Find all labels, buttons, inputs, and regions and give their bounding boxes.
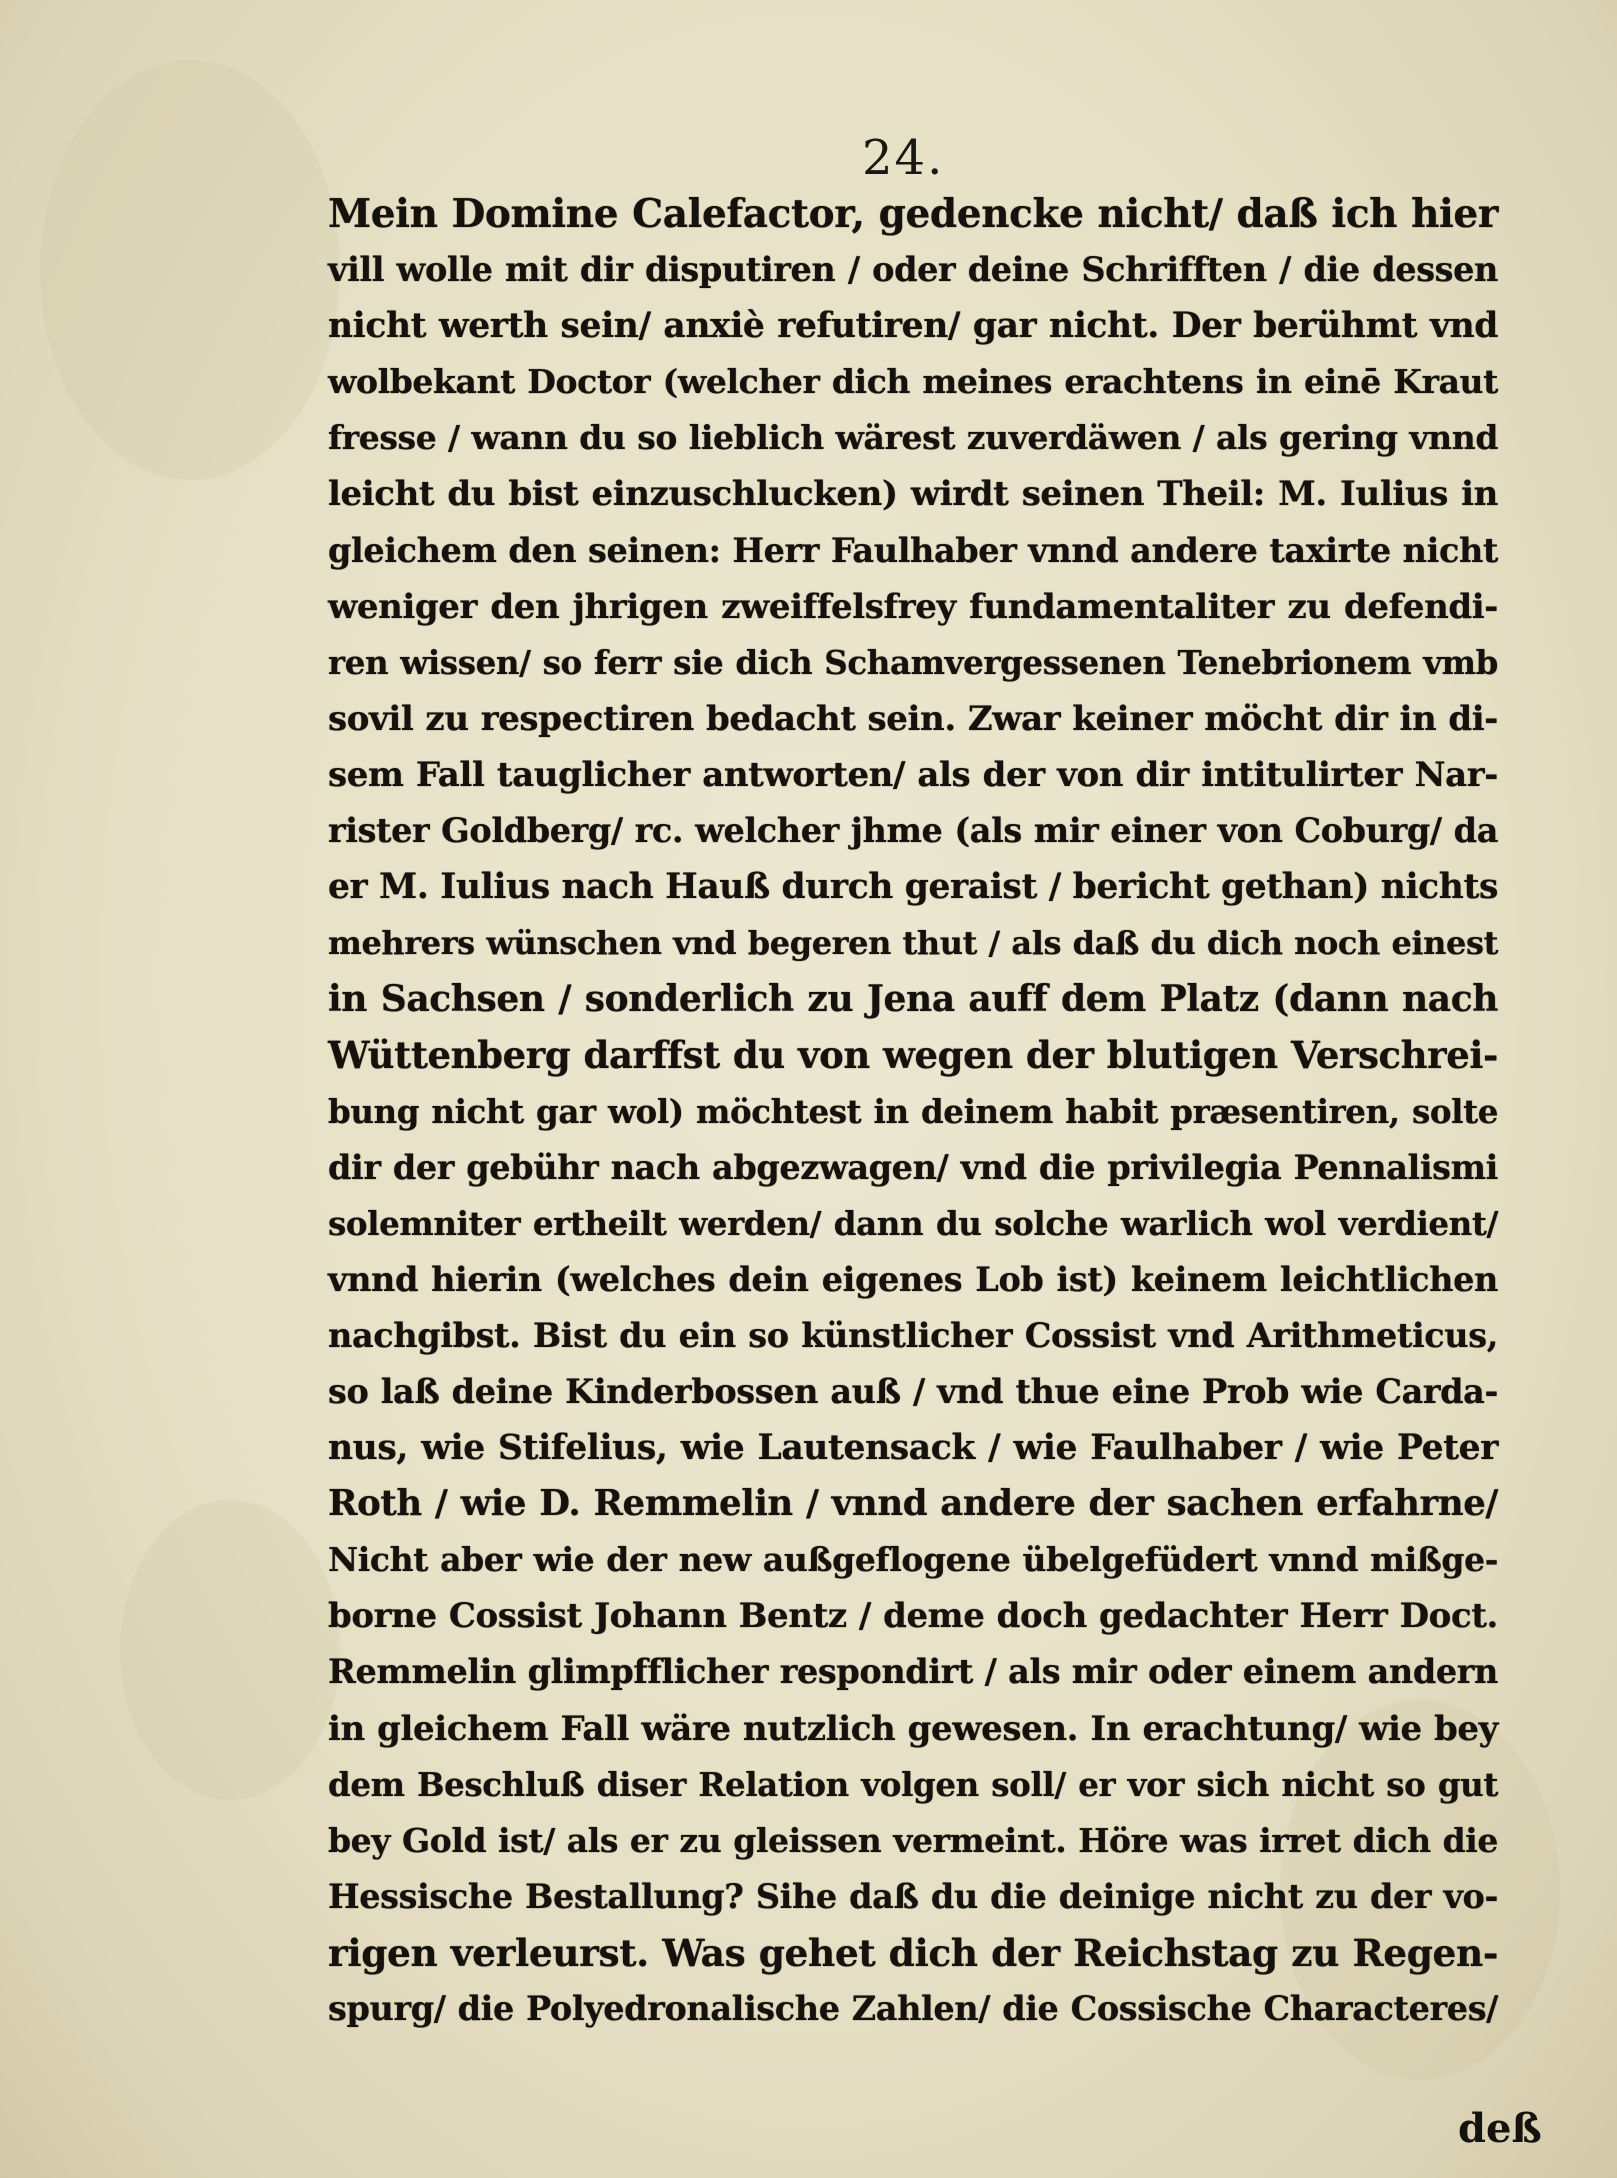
- text-line: rigen verleurst. Was gehet dich der Reichstag zu Regen-: [328, 1930, 1498, 1975]
- text-line: in Sachsen / sonderlich zu Jena auff dem Platz (dann nach: [328, 978, 1498, 1021]
- page-number: 24.: [862, 130, 945, 186]
- text-line: Nicht aber wie der new außgeflogene übelgefüdert vnnd mißge-: [328, 1540, 1498, 1580]
- text-line: er M. Iulius nach Hauß durch geraist / bericht gethan) nichts: [328, 867, 1498, 908]
- text-line: Wüttenberg darffst du von wegen der blutigen Verschrei-: [328, 1033, 1498, 1078]
- text-line: nachgibst. Bist du ein so künstlicher Cossist vnd Arithmeticus,: [328, 1315, 1498, 1355]
- text-line: wolbekant Doctor (welcher dich meines erachtens in einē Kraut: [328, 362, 1498, 402]
- text-line: dir der gebühr nach abgezwagen/ vnd die privilegia Pennalismi: [328, 1147, 1498, 1187]
- text-line: so laß deine Kinderbossen auß / vnd thue eine Prob wie Carda-: [328, 1371, 1498, 1411]
- catchword: deß: [1458, 2105, 1542, 2152]
- text-line: sem Fall tauglicher antworten/ als der von dir intitulirter Nar-: [328, 754, 1498, 795]
- text-line: leicht du bist einzuschlucken) wirdt seinen Theil: M. Iulius in: [328, 474, 1498, 515]
- text-line: mehrers wünschen vnd begeren thut / als daß du dich noch einest: [328, 924, 1498, 963]
- text-line: ren wissen/ so ferr sie dich Schamvergessenen Tenebrionem vmb: [328, 642, 1498, 682]
- text-line: Remmelin glimpfflicher respondirt / als mir oder einem andern: [328, 1652, 1498, 1692]
- text-line: Hessische Bestallung? Sihe daß du die deinige nicht zu der vo-: [328, 1876, 1498, 1916]
- text-line: bey Gold ist/ als er zu gleissen vermeint. Höre was irret dich die: [328, 1820, 1498, 1860]
- text-line: gleichem den seinen: Herr Faulhaber vnnd andere taxirte nicht: [328, 530, 1498, 570]
- paper-stain: [40, 60, 340, 480]
- text-line: vnnd hierin (welches dein eigenes Lob ist) keinem leichtlichen: [328, 1259, 1498, 1299]
- text-line: weniger den jhrigen zweiffelsfrey fundamentaliter zu defendi-: [328, 586, 1498, 627]
- text-line: sovil zu respectiren bedacht sein. Zwar keiner möcht dir in di-: [328, 698, 1498, 739]
- text-line: solemniter ertheilt werden/ dann du solche warlich wol verdient/: [328, 1203, 1498, 1243]
- text-line: bung nicht gar wol) möchtest in deinem habit præsentiren, solte: [328, 1091, 1498, 1131]
- paper-stain: [120, 1500, 340, 1800]
- text-line: nus, wie Stifelius, wie Lautensack / wie Faulhaber / wie Peter: [328, 1428, 1498, 1469]
- text-line: borne Cossist Johann Bentz / deme doch gedachter Herr Doct.: [328, 1596, 1498, 1637]
- body-text: [328, 186, 1498, 2037]
- text-line: rister Goldberg/ rc. welcher jhme (als mir einer von Coburg/ da: [328, 811, 1498, 851]
- text-line: vill wolle mit dir disputiren / oder deine Schrifften / die dessen: [328, 250, 1498, 290]
- text-line: dem Beschluß diser Relation volgen soll/ er vor sich nicht so gut: [328, 1764, 1498, 1804]
- text-line: fresse / wann du so lieblich wärest zuverdäwen / als gering vnnd: [328, 418, 1498, 458]
- text-line: nicht werth sein/ anxiè refutiren/ gar nicht. Der berühmt vnd: [328, 306, 1498, 347]
- text-line: in gleichem Fall wäre nutzlich gewesen. In erachtung/ wie bey: [328, 1708, 1498, 1749]
- text-line: spurg/ die Polyedronalische Zahlen/ die Cossische Characteres/: [328, 1989, 1498, 2028]
- text-line: Mein Domine Calefactor, gedencke nicht/ daß ich hier: [328, 191, 1498, 237]
- text-line: Roth / wie D. Remmelin / vnnd andere der sachen erfahrne/: [328, 1483, 1498, 1525]
